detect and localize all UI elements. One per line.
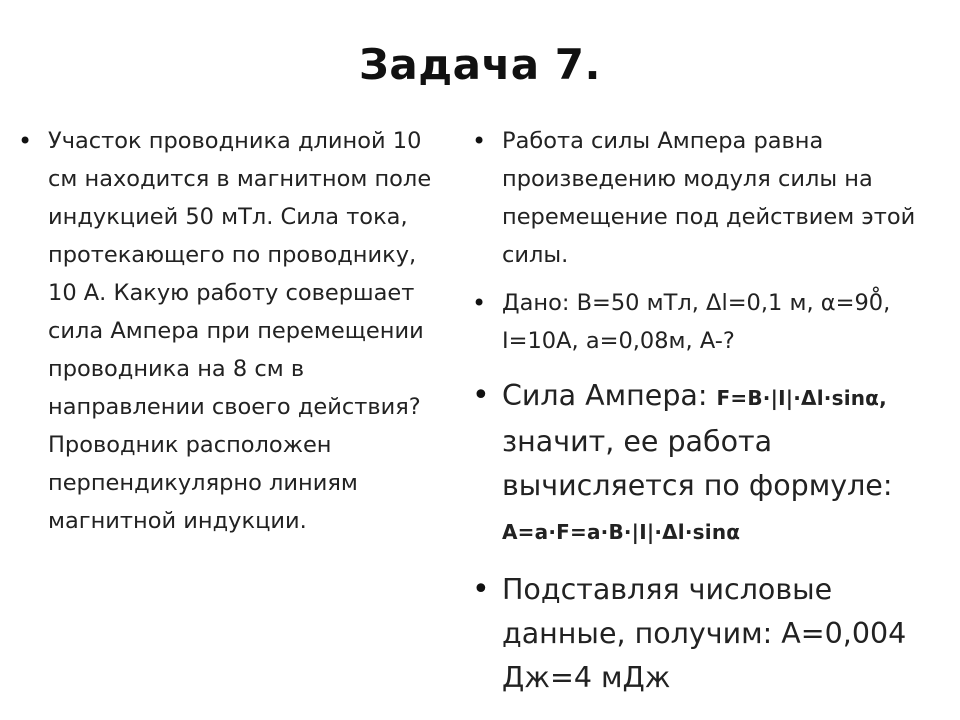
solution-item-ampere-force [472, 374, 947, 554]
ampere-force-intro-text: Сила Ампера: [502, 379, 717, 412]
bullet-icon: • [472, 289, 487, 317]
given-values-text: Дано: B=50 мТл, Δl=0,1 м, α=90̊, I=10A, a=0,08м, A-? [502, 290, 891, 354]
work-definition-text: Работа силы Ампера равна произведению модуля силы на перемещение под действием этой силы. [502, 128, 916, 268]
problem-statement-item [18, 122, 438, 540]
result-text: Подставляя числовые данные, получим: A=0,004 Дж=4 мДж [502, 573, 907, 694]
ampere-force-formula: F=B·|I|·Δl·sinα, [716, 386, 887, 410]
ampere-work-formula: A=a·F=a·B·|I|·Δl·sinα [502, 520, 741, 544]
ampere-work-intro-text: значит, ее работа вычисляется по формуле: [502, 425, 893, 502]
problem-statement-text: Участок проводника длиной 10 см находится в магнитном поле индукцией 50 мТл. Сила тока, протекающего по проводнику, 10 А. Какую работу совершает сила Ампера при перемещении проводника на 8 см в направлении своего действия? Проводник расположен перпендикулярно линиям магнитной индукции. [48, 128, 432, 534]
bullet-icon: • [472, 378, 490, 413]
slide-title: Задача 7. [359, 40, 601, 89]
solution-item-work-definition [472, 122, 947, 274]
solution-item-given [472, 284, 947, 360]
bullet-icon: • [472, 572, 490, 607]
right-column [472, 122, 947, 700]
bullet-icon: • [18, 127, 33, 155]
left-column [18, 122, 438, 540]
solution-item-result [472, 568, 947, 700]
bullet-icon: • [472, 127, 487, 155]
